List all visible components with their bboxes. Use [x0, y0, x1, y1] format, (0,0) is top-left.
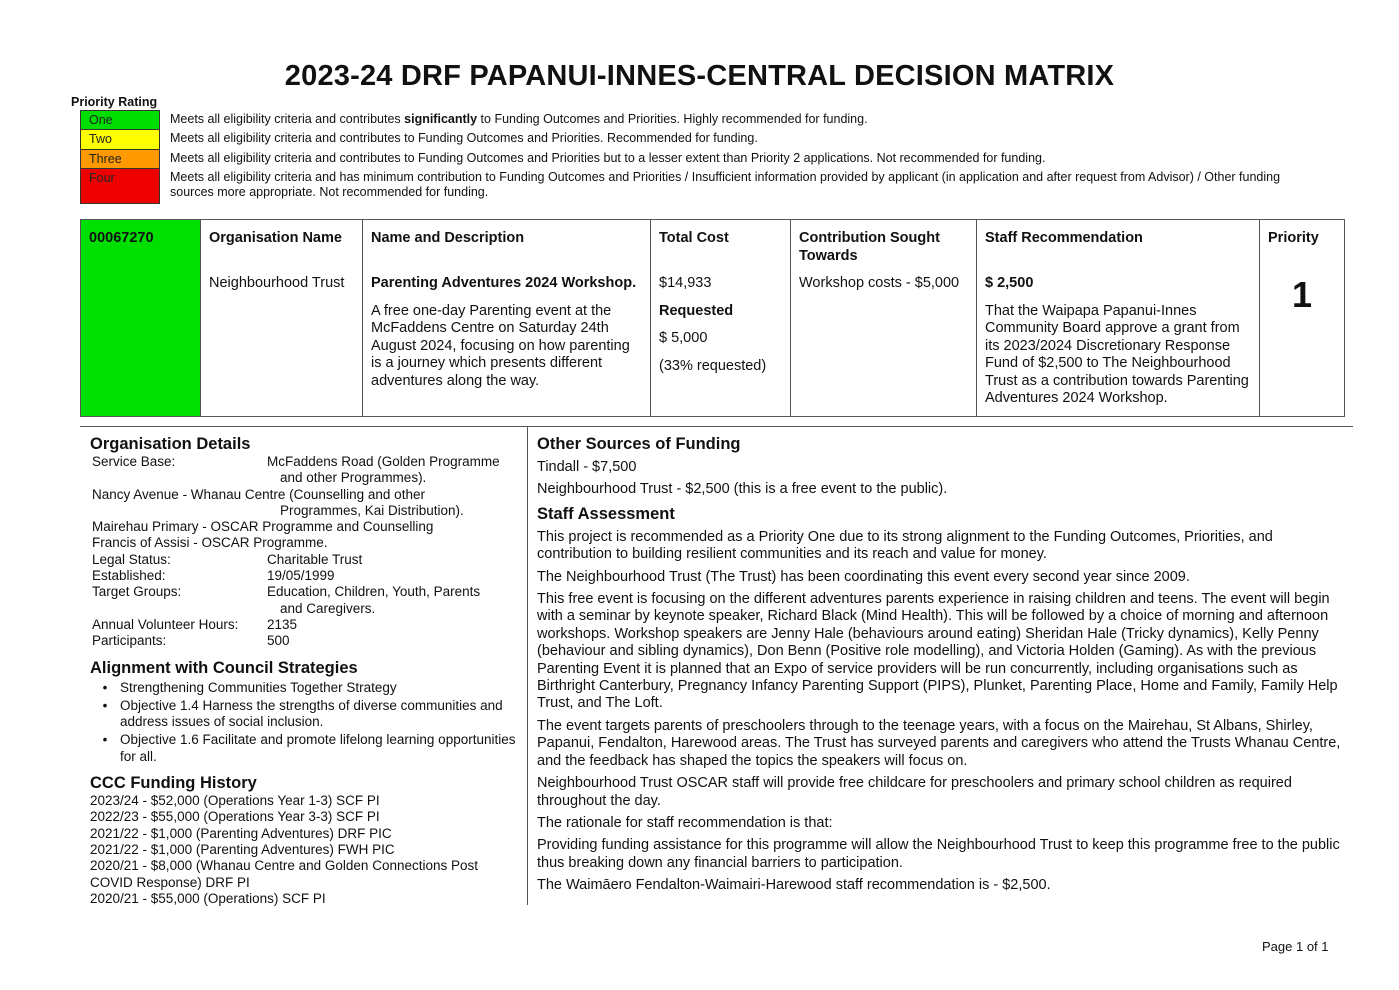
priority-rating-heading: Priority Rating	[71, 95, 158, 109]
right-column	[537, 434, 1347, 900]
volunteer-hours-value: 2135	[267, 616, 298, 632]
alignment-heading: Alignment with Council Strategies	[90, 658, 358, 677]
assessment-paragraph: The Waimāero Fendalton-Waimairi-Harewood staff recommendation is - $2,500.	[537, 877, 1051, 894]
bullet-icon: •	[102, 732, 108, 748]
staff-recommendation-header: Staff Recommendation	[985, 230, 1143, 246]
org-details-heading: Organisation Details	[90, 435, 251, 453]
list-item: 2020/21 - $55,000 (Operations) SCF PI	[90, 890, 326, 906]
priority-desc-one: Meets all eligibility criteria and contributes significantly to Funding Outcomes and Priorities. Highly recommended for funding.	[170, 112, 868, 126]
other-funding-item: Neighbourhood Trust - $2,500 (this is a free event to the public).	[537, 481, 948, 498]
volunteer-hours-row	[90, 617, 520, 633]
assessment-paragraph: The rationale for staff recommendation is that:	[537, 814, 833, 831]
service-base-label: Service Base:	[92, 454, 176, 469]
legal-status-value: Charitable Trust	[267, 551, 363, 567]
staff-recommendation-amount: $ 2,500	[985, 275, 1034, 291]
established-row	[90, 568, 520, 584]
staff-recommendation-text: That the Waipapa Papanui-Innes Community Board approve a grant from its 2023/2024 Discretionary Response Fund of $2,500 to The Neighbourhood Trust as a contribution towards Parenting Adventures 2024 Workshop.	[985, 302, 1249, 406]
target-groups-value: Education, Children, Youth, Parents	[267, 584, 481, 600]
legal-status-row	[90, 552, 520, 568]
assessment-paragraph: This project is recommended as a Priority One due to its strong alignment to the Funding Outcomes, Priorities, and contribution to building resilient communities and its reach and value for money.	[537, 528, 1273, 563]
participants-value: 500	[267, 633, 290, 649]
priority-cell	[1260, 220, 1344, 416]
mairehau-line: Mairehau Primary - OSCAR Programme and Counselling	[92, 519, 434, 535]
priority-row-four	[80, 168, 1320, 204]
name-description-cell	[363, 220, 651, 416]
total-cost-value: $14,933	[659, 275, 712, 291]
priority-row-two	[80, 129, 1320, 149]
list-item: 2021/22 - $1,000 (Parenting Adventures) FWH PIC	[90, 841, 395, 857]
nancy-avenue-line: Nancy Avenue - Whanau Centre (Counselling and other	[92, 486, 425, 502]
decision-matrix-table	[80, 219, 1345, 417]
priority-swatch-four: Four	[80, 168, 160, 204]
legal-status-label: Legal Status:	[92, 551, 171, 567]
priority-swatch-two: Two	[80, 129, 160, 149]
staff-assessment-heading: Staff Assessment	[537, 504, 675, 523]
page-number: Page 1 of 1	[1262, 939, 1329, 954]
list-item: 2020/21 - $8,000 (Whanau Centre and Golden Connections Post COVID Response) DRF PI	[90, 858, 479, 890]
assessment-paragraph: Providing funding assistance for this programme will allow the Neighbourhood Trust to keep this programme free to the public thus breaking down any financial barriers to participation.	[537, 837, 1340, 871]
staff-recommendation-cell	[977, 220, 1260, 416]
bullet-icon: •	[102, 697, 108, 713]
list-item: 2022/23 - $55,000 (Operations Year 3-3) SCF PI	[90, 809, 380, 825]
requested-label: Requested	[659, 302, 734, 319]
priority-value: 1	[1291, 274, 1313, 315]
list-item: • Strengthening Communities Together Strategy	[90, 680, 520, 696]
established-label: Established:	[92, 568, 166, 584]
other-funding-heading: Other Sources of Funding	[537, 435, 741, 453]
priority-desc-two: Meets all eligibility criteria and contributes to Funding Outcomes and Priorities. Recommended for funding.	[170, 131, 758, 145]
priority-desc-four: Meets all eligibility criteria and has minimum contribution to Funding Outcomes and Priorities / Insufficient information provided by applicant (in application and after request from Advisor) / Other funding sources more appropriate. Not recommended for funding.	[170, 170, 1281, 199]
priority-swatch-three: Three	[80, 149, 160, 168]
section-divider-vertical	[527, 427, 528, 905]
contribution-header: Contribution Sought Towards	[799, 230, 940, 264]
alignment-list	[90, 680, 520, 765]
francis-line: Francis of Assisi - OSCAR Programme.	[92, 535, 328, 551]
page-title: 2023-24 DRF PAPANUI-INNES-CENTRAL DECISION MATRIX	[284, 60, 1115, 92]
volunteer-hours-label: Annual Volunteer Hours:	[92, 616, 239, 632]
service-base-value-cont: and other Programmes).	[280, 470, 427, 486]
funding-history-heading: CCC Funding History	[90, 774, 257, 793]
assessment-paragraph: Neighbourhood Trust OSCAR staff will provide free childcare for preschoolers and primary school children as required throughout the day.	[537, 775, 1292, 809]
total-cost-header: Total Cost	[659, 230, 729, 246]
section-divider-horizontal	[80, 426, 1353, 427]
assessment-paragraph: The event targets parents of preschoolers through to the teenage years, with a focus on the Mairehau, St Albans, Shirley, Papanui, Fendalton, Harewood areas. The Trust has surveyed parents and caregivers who attend the Trusts Whanau Centre, and the feedback has shaped the topics the speakers will focus on.	[537, 717, 1341, 769]
assessment-paragraph: The Neighbourhood Trust (The Trust) has been coordinating this event every second year since 2009.	[537, 568, 1190, 585]
project-description: A free one-day Parenting event at the McFaddens Centre on Saturday 24th August 2024, focusing on how parenting is a journey which presents different adventures along the way.	[371, 302, 630, 389]
contribution-cell	[791, 220, 977, 416]
priority-row-three	[80, 149, 1320, 168]
service-base-value: McFaddens Road (Golden Programme	[267, 454, 500, 469]
priority-rating-legend	[80, 110, 1320, 204]
assessment-paragraph: This free event is focusing on the different adventures parents experience in raising children and teens. The event will begin with a seminar by keynote speaker, Richard Black (Mind Health). This will be followed by a choice of morning and afternoon workshops. Workshop speakers are Jenny Hale (behaviours around eating) Sheridan Hale (Tricky dynamics), Kelly Penny (behaviour and sibling dynamics), Don Benn (Positive role modelling), and Victoria Holden (Gaming). As with the previous Parenting Event it is planned that an Expo of service providers will be run concurrently, including organisations such as Birthright Canterbury, Pregnancy Infancy Parenting Support (PIPS), Plunket, Parenting Place, Home and Family, Family Help Trust, and The Loft.	[537, 591, 1338, 712]
funding-history-list	[90, 793, 520, 907]
participants-row	[90, 633, 520, 649]
priority-swatch-one: One	[80, 110, 160, 129]
application-id: 00067270	[89, 230, 154, 246]
list-item: • Objective 1.4 Harness the strengths of diverse communities and address issues of social inclusion.	[90, 698, 520, 731]
list-item: • Objective 1.6 Facilitate and promote lifelong learning opportunities for all.	[90, 732, 520, 765]
target-groups-value-cont: and Caregivers.	[280, 600, 376, 616]
project-title: Parenting Adventures 2024 Workshop.	[371, 275, 637, 291]
requested-percentage: (33% requested)	[659, 357, 767, 374]
name-description-header: Name and Description	[371, 230, 525, 246]
list-item: 2023/24 - $52,000 (Operations Year 1-3) SCF PI	[90, 793, 380, 809]
other-funding-item: Tindall - $7,500	[537, 459, 637, 475]
org-name-value: Neighbourhood Trust	[209, 275, 345, 291]
priority-desc-three: Meets all eligibility criteria and contributes to Funding Outcomes and Priorities but to a lesser extent than Priority 2 applications. Not recommended for funding.	[170, 151, 1046, 165]
priority-row-one	[80, 110, 1320, 129]
total-cost-cell	[651, 220, 791, 416]
target-groups-row	[90, 584, 520, 600]
service-base-row	[90, 454, 520, 470]
org-name-header: Organisation Name	[209, 230, 342, 246]
target-groups-label: Target Groups:	[92, 584, 182, 600]
requested-amount: $ 5,000	[659, 330, 708, 346]
priority-header: Priority	[1268, 230, 1319, 246]
left-column	[90, 434, 520, 907]
application-id-cell	[81, 220, 201, 416]
nancy-avenue-line-cont: Programmes, Kai Distribution).	[280, 502, 464, 518]
established-value: 19/05/1999	[267, 568, 335, 584]
bullet-icon: •	[102, 679, 108, 695]
contribution-value: Workshop costs - $5,000	[799, 275, 960, 291]
org-name-cell	[201, 220, 363, 416]
participants-label: Participants:	[92, 633, 167, 649]
list-item: 2021/22 - $1,000 (Parenting Adventures) DRF PIC	[90, 825, 392, 841]
